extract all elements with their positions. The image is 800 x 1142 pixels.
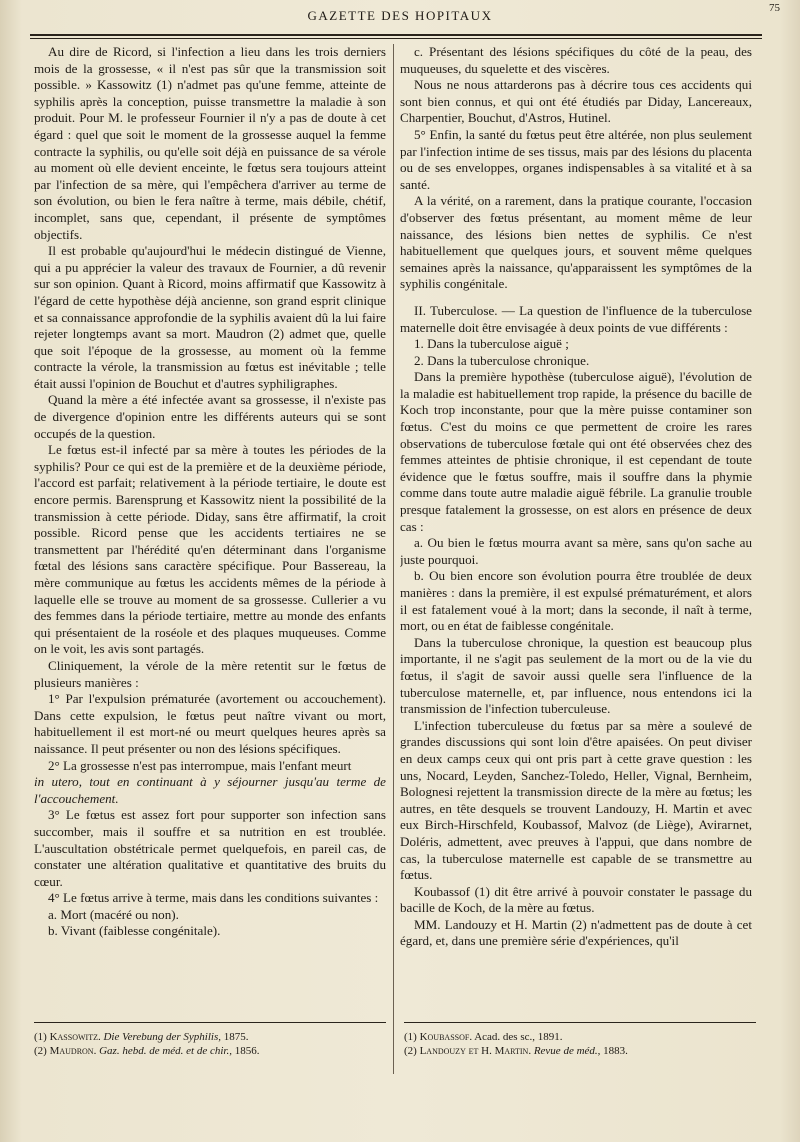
paragraph: L'infection tuberculeuse du fœtus par sa mère a soulevé de grandes discussions qui sont loin d'être apaisées. On peut diviser en deux camps ceux qui ont pris part à cette grave question : les uns, Nocard, Leyden, Sanchez-Toledo, Heller, Vignal, Bernheim, Bolognesi rejettent la transmission directe de la mère au fœtus; les autres, en tête desquels se trouvent Landouzy, H. Martin et avec eux Birch-Hirschfeld, Koubassof, Malvoz (de Liège), Avirагnet, Doléris, admettent, avec preuves à l'appui, que dans nombre de cas, la tuberculose maternelle est capable de se transmettre au fœtus. [400, 717, 752, 883]
header-rule-thin [30, 38, 762, 39]
page-header [20, 2, 780, 28]
list-item: a. Mort (macéré ou non). [48, 906, 179, 922]
footnote: (1) Koubassof. Acad. des sc., 1891. [404, 1031, 563, 1043]
paragraph: Dans la tuberculose chronique, la question est beaucoup plus importante, il ne s'agit pas seulement de la mort ou de la vie du fœtus, il s'agit de savoir aussi quelle sera l'influence de la tuberculose maternelle, et, par influence, nous entendons ici la transmission de l'infection tuberculeuse. [400, 634, 752, 717]
journal-title: GAZETTE DES HOPITAUX [307, 8, 493, 23]
paragraph: A la vérité, on a rarement, dans la pratique courante, l'occasion d'observer des fœtus présentant, au moment même de leur naissance, des lésions bien nettes de syphilis. Ce n'est habituellement que quelques jours, et souvent même quelques semaines après la naissance, qu'apparaissent les symptômes de la syphilis congénitale. [400, 193, 752, 292]
paragraph: Au dire de Ricord, si l'infection a lieu dans les trois derniers mois de la grossesse, « il n'est pas sûr que la transmission soit possible. » Kassowitz (1) n'admet pas qu'une femme, atteinte de syphilis après la conception, puisse transmettre la maladie à son produit. Pour M. le professeur Fournier il n'y a pas de doute à cet égard : quel que soit le moment de la grossesse auquel la femme contracte la syphilis, ou qu'elle soit déjà en puissance de sa vérole au moment où elle devient enceinte, le fœtus sera toujours atteint par l'infection de sa mère, qui l'empêchera d'arriver au terme de son évolution, ou bien le fera naître à terme, mais débile, chétif, incomplet, sans que, cependant, il présente de symptômes objectifs. [34, 44, 386, 242]
list-item: b. Ou bien encore son évolution pourra être troublée de deux manières : dans la première, il est expulsé prématurément, et alors il est fatalement voué à la mort; dans la seconde, il naît à terme, mort, ou en état de faiblesse congénitale. [400, 568, 752, 634]
paragraph: Dans la première hypothèse (tuberculose aiguë), l'évolution de la maladie est habituellement trop rapide, la présence du bacille de Koch trop inconstante, pour que la mère puisse contaminer son fœtus. C'est du moins ce que permettent de croire les rares observations de tuberculose fœtale qui ont été observées chez des femmes atteintes de phtisie chronique, il est cependant de toute évidence que le fœtus souffre, mais il souffre dans la phymie comme dans toute autre maladie aiguë fébrile. La granulie trouble presque fatalement la grossesse, on est alors en présence de deux cas : [400, 369, 752, 534]
paragraph: 3° Le fœtus est assez fort pour supporter son infection sans succomber, mais il souffre et sa nutrition en est troublée. L'auscultation obstétricale permet quelquefois, en pareil cas, de constater une altération qualitative et quantitative des bruits du cœur. [34, 807, 386, 889]
left-column [34, 44, 386, 974]
right-column [400, 44, 752, 974]
footnote: (2) Maudron. Gaz. hebd. de méd. et de chir., 1856. [34, 1045, 260, 1057]
paragraph: Koubassof (1) dit être arrivé à pouvoir constater le passage du bacille de Koch, de la mère au fœtus. [400, 883, 752, 916]
list-item: a. Ou bien le fœtus mourra avant sa mère, sans qu'on sache au juste pourquoi. [400, 535, 752, 567]
paragraph: 5° Enfin, la santé du fœtus peut être altérée, non plus seulement par l'infection intime de ses tissus, mais par des lésions du placenta ou de ses enveloppes, organes indispensables à sa vitalité et à sa santé. [400, 126, 752, 192]
paragraph: 4° Le fœtus arrive à terme, mais dans les conditions suivantes : [48, 890, 379, 906]
list-item: 2. Dans la tuberculose chronique. [414, 352, 590, 368]
footnote: (1) Kassowitz. Die Verebung der Syphilis, 1875. [34, 1031, 249, 1043]
paragraph: MM. Landouzy et H. Martin (2) n'admettent pas de doute à cet égard, et, dans une première série d'expériences, qu'il [400, 916, 752, 949]
footnote: (2) Landouzy et H. Martin. Revue de méd., 1883. [404, 1045, 628, 1057]
header-rule [30, 34, 762, 36]
section-heading-paragraph: II. Tuberculose. — La question de l'influence de la tuberculose maternelle doit être envisagée à deux points de vue différents : [400, 302, 752, 335]
paragraph: Nous ne nous attarderons pas à décrire tous ces accidents qui sont bien connus, et qui ont été étudiés par Diday, Lancereaux, Charpentier, Bouchut, d'Astros, Hutinel. [400, 77, 752, 126]
list-item: 1. Dans la tuberculose aiguë ; [414, 336, 569, 352]
paragraph: Il est probable qu'aujourd'hui le médecin distingué de Vienne, qui a pu apprécier la valeur des travaux de Fournier, a dû revenir sur son opinion. Quant à Ricord, moins affirmatif que Kassowitz à l'égard de cette hypothèse déjà ancienne, son grand esprit clinique et sa connaissance approfondie de la syphilis avaient dû la lui faire rejeter longtemps avant sa mort. Maudron (2) admet que, quelle que soit l'époque de la grossesse, au moment où la femme contracte la vérole, la transmission au fœtus est inévitable ; telle était aussi l'opinion de Bouchut et d'autres syphiligraphes. [34, 243, 386, 391]
paragraph-italic: in utero, tout en continuant à y séjourner jusqu'au terme de l'accouchement. [34, 774, 386, 806]
paragraph: Quand la mère a été infectée avant sa grossesse, il n'existe pas de divergence d'opinion entre les différents auteurs qui se sont occupés de la question. [34, 392, 386, 441]
footnote-rule-left [34, 1022, 386, 1023]
column-divider [393, 44, 394, 1074]
paragraph: 1° Par l'expulsion prématurée (avortement ou accouchement). Dans cette expulsion, le fœtus peut naître vivant ou mort, habituellement il est mort-né ou meurt quelques heures après sa naissance. Il peut présenter ou non des lésions spécifiques. [34, 691, 386, 756]
list-item: c. Présentant des lésions spécifiques du côté de la peau, des muqueuses, du squelette et des viscères. [400, 44, 752, 76]
paragraph: 2° La grossesse n'est pas interrompue, mais l'enfant meurt [48, 757, 352, 773]
footnotes-left [34, 1030, 386, 1058]
paragraph: Le fœtus est-il infecté par sa mère à toutes les périodes de la syphilis? Pour ce qui est de la première et de la deuxième période, l'accord est parfait; relativement à la période tertiaire, le doute est encore permis. Barensprung et Kassowitz nient la possibilité de la transmission à cette période. Diday, sans être affirmatif, la croit possible. Ricord pense que les accidents tertiaires ne se transmettent par l'hérédité qu'en déterminant dans l'organisme fœtal des lésions sans caractère spécifique. Pour Bassereau, la mère communique au fœtus les accidents mêmes de la période à laquelle elle se trouve au moment de sa grossesse. Cullerier a vu des femmes dans la période tertiaire, mettre au monde des enfants qui présentaient de la roséole et des plaques muqueuses. Comme on le voit, les avis sont partagés. [34, 442, 386, 657]
page-number: 75 [769, 2, 780, 14]
footnotes-right [404, 1030, 756, 1058]
list-item: b. Vivant (faiblesse congénitale). [48, 923, 221, 939]
footnote-rule-right [404, 1022, 756, 1023]
paragraph: Cliniquement, la vérole de la mère retentit sur le fœtus de plusieurs manières : [34, 657, 386, 690]
